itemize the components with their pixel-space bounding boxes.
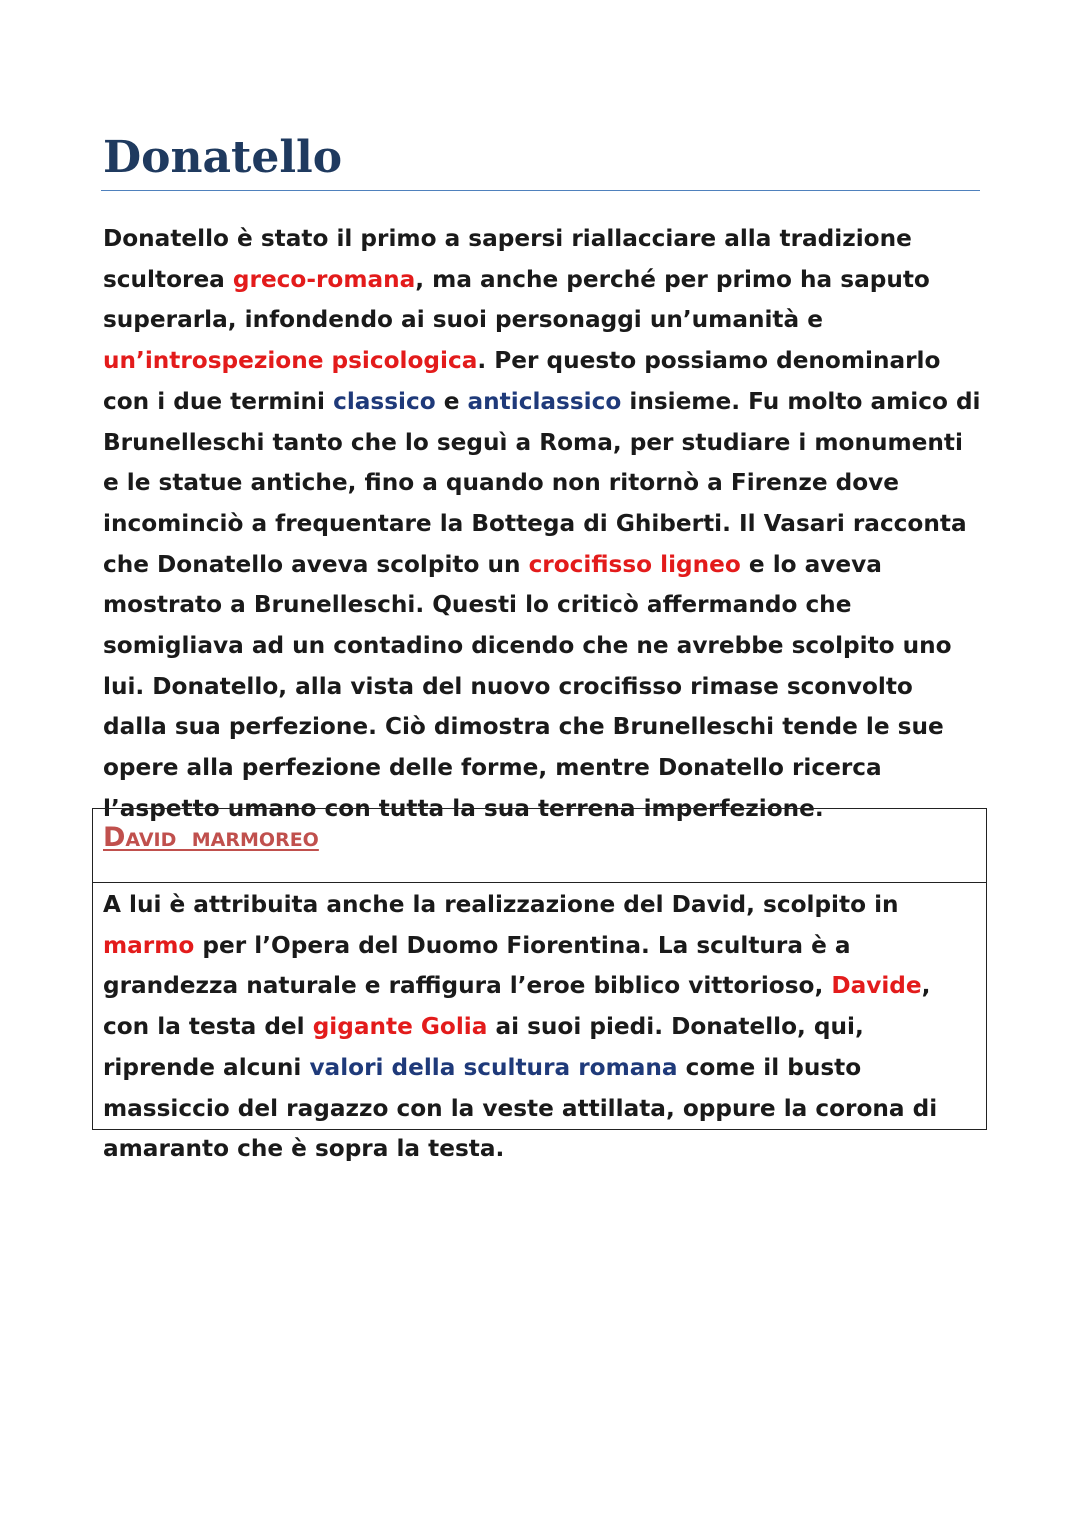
david-text: per l’Opera del Duomo Fiorentina. La scultura è a grandezza naturale e raffigura l’eroe biblico vittorioso,: [103, 931, 851, 1000]
david-text: ai suoi piedi. Donatello, qui, riprende alcuni: [103, 1013, 864, 1081]
title-divider: [101, 190, 980, 191]
highlight-anticlassico: anticlassico: [467, 387, 622, 415]
intro-text: e lo aveva mostrato a Brunelleschi. Questi lo criticò affermando che somigliava ad un contadino dicendo che ne avrebbe scolpito uno lui. Donatello, alla vista del nuovo crocifisso rimase sconvolto dalla sua perfezione. Ciò dimostra che Brunelleschi tende le sue opere alla perfezione delle forme, mentre Donatello ricerca l’aspetto umano con tutta la sua terrena imperfezione.: [103, 550, 952, 822]
david-text: come il busto massiccio del ragazzo con la veste attillata, oppure la corona di amaranto che è sopra la testa.: [103, 1053, 938, 1163]
david-box-header: [93, 809, 986, 883]
david-box-heading: David marmoreo: [103, 822, 319, 853]
highlight-greco-romana: greco-romana: [232, 265, 416, 293]
page-title: Donatello: [103, 132, 343, 183]
david-text: , con la testa del: [103, 972, 931, 1041]
intro-text: e: [435, 387, 468, 415]
david-box: [92, 808, 987, 1163]
intro-paragraph: [103, 219, 983, 830]
highlight-marmo: marmo: [103, 931, 195, 959]
david-text: A lui è attribuita anche la realizzazione del David, scolpito in: [103, 891, 899, 918]
highlight-crocifisso-ligneo: crocifisso ligneo: [528, 550, 741, 578]
highlight-classico: classico: [333, 387, 436, 415]
intro-text: Donatello è stato il primo a sapersi riallacciare alla tradizione scultorea: [103, 225, 912, 293]
highlight-valori-scultura-romana: valori della scultura romana: [309, 1053, 678, 1081]
intro-text: , ma anche perché per primo ha saputo superarla, infondendo ai suoi personaggi un’umanità e: [103, 265, 930, 334]
david-paragraph: [103, 885, 978, 1170]
highlight-davide: Davide: [831, 972, 922, 1000]
intro-text: insieme. Fu molto amico di Brunelleschi tanto che lo seguì a Roma, per studiare i monumenti e le statue antiche, fino a quando non ritornò a Firenze dove incominciò a frequentare la Bottega di Ghiberti. Il Vasari racconta che Donatello aveva scolpito un: [103, 387, 981, 578]
highlight-introspezione: un’introspezione psicologica: [103, 347, 478, 375]
intro-text: . Per questo possiamo denominarlo con i due termini: [103, 347, 941, 415]
highlight-gigante-golia: gigante Golia: [312, 1013, 488, 1041]
